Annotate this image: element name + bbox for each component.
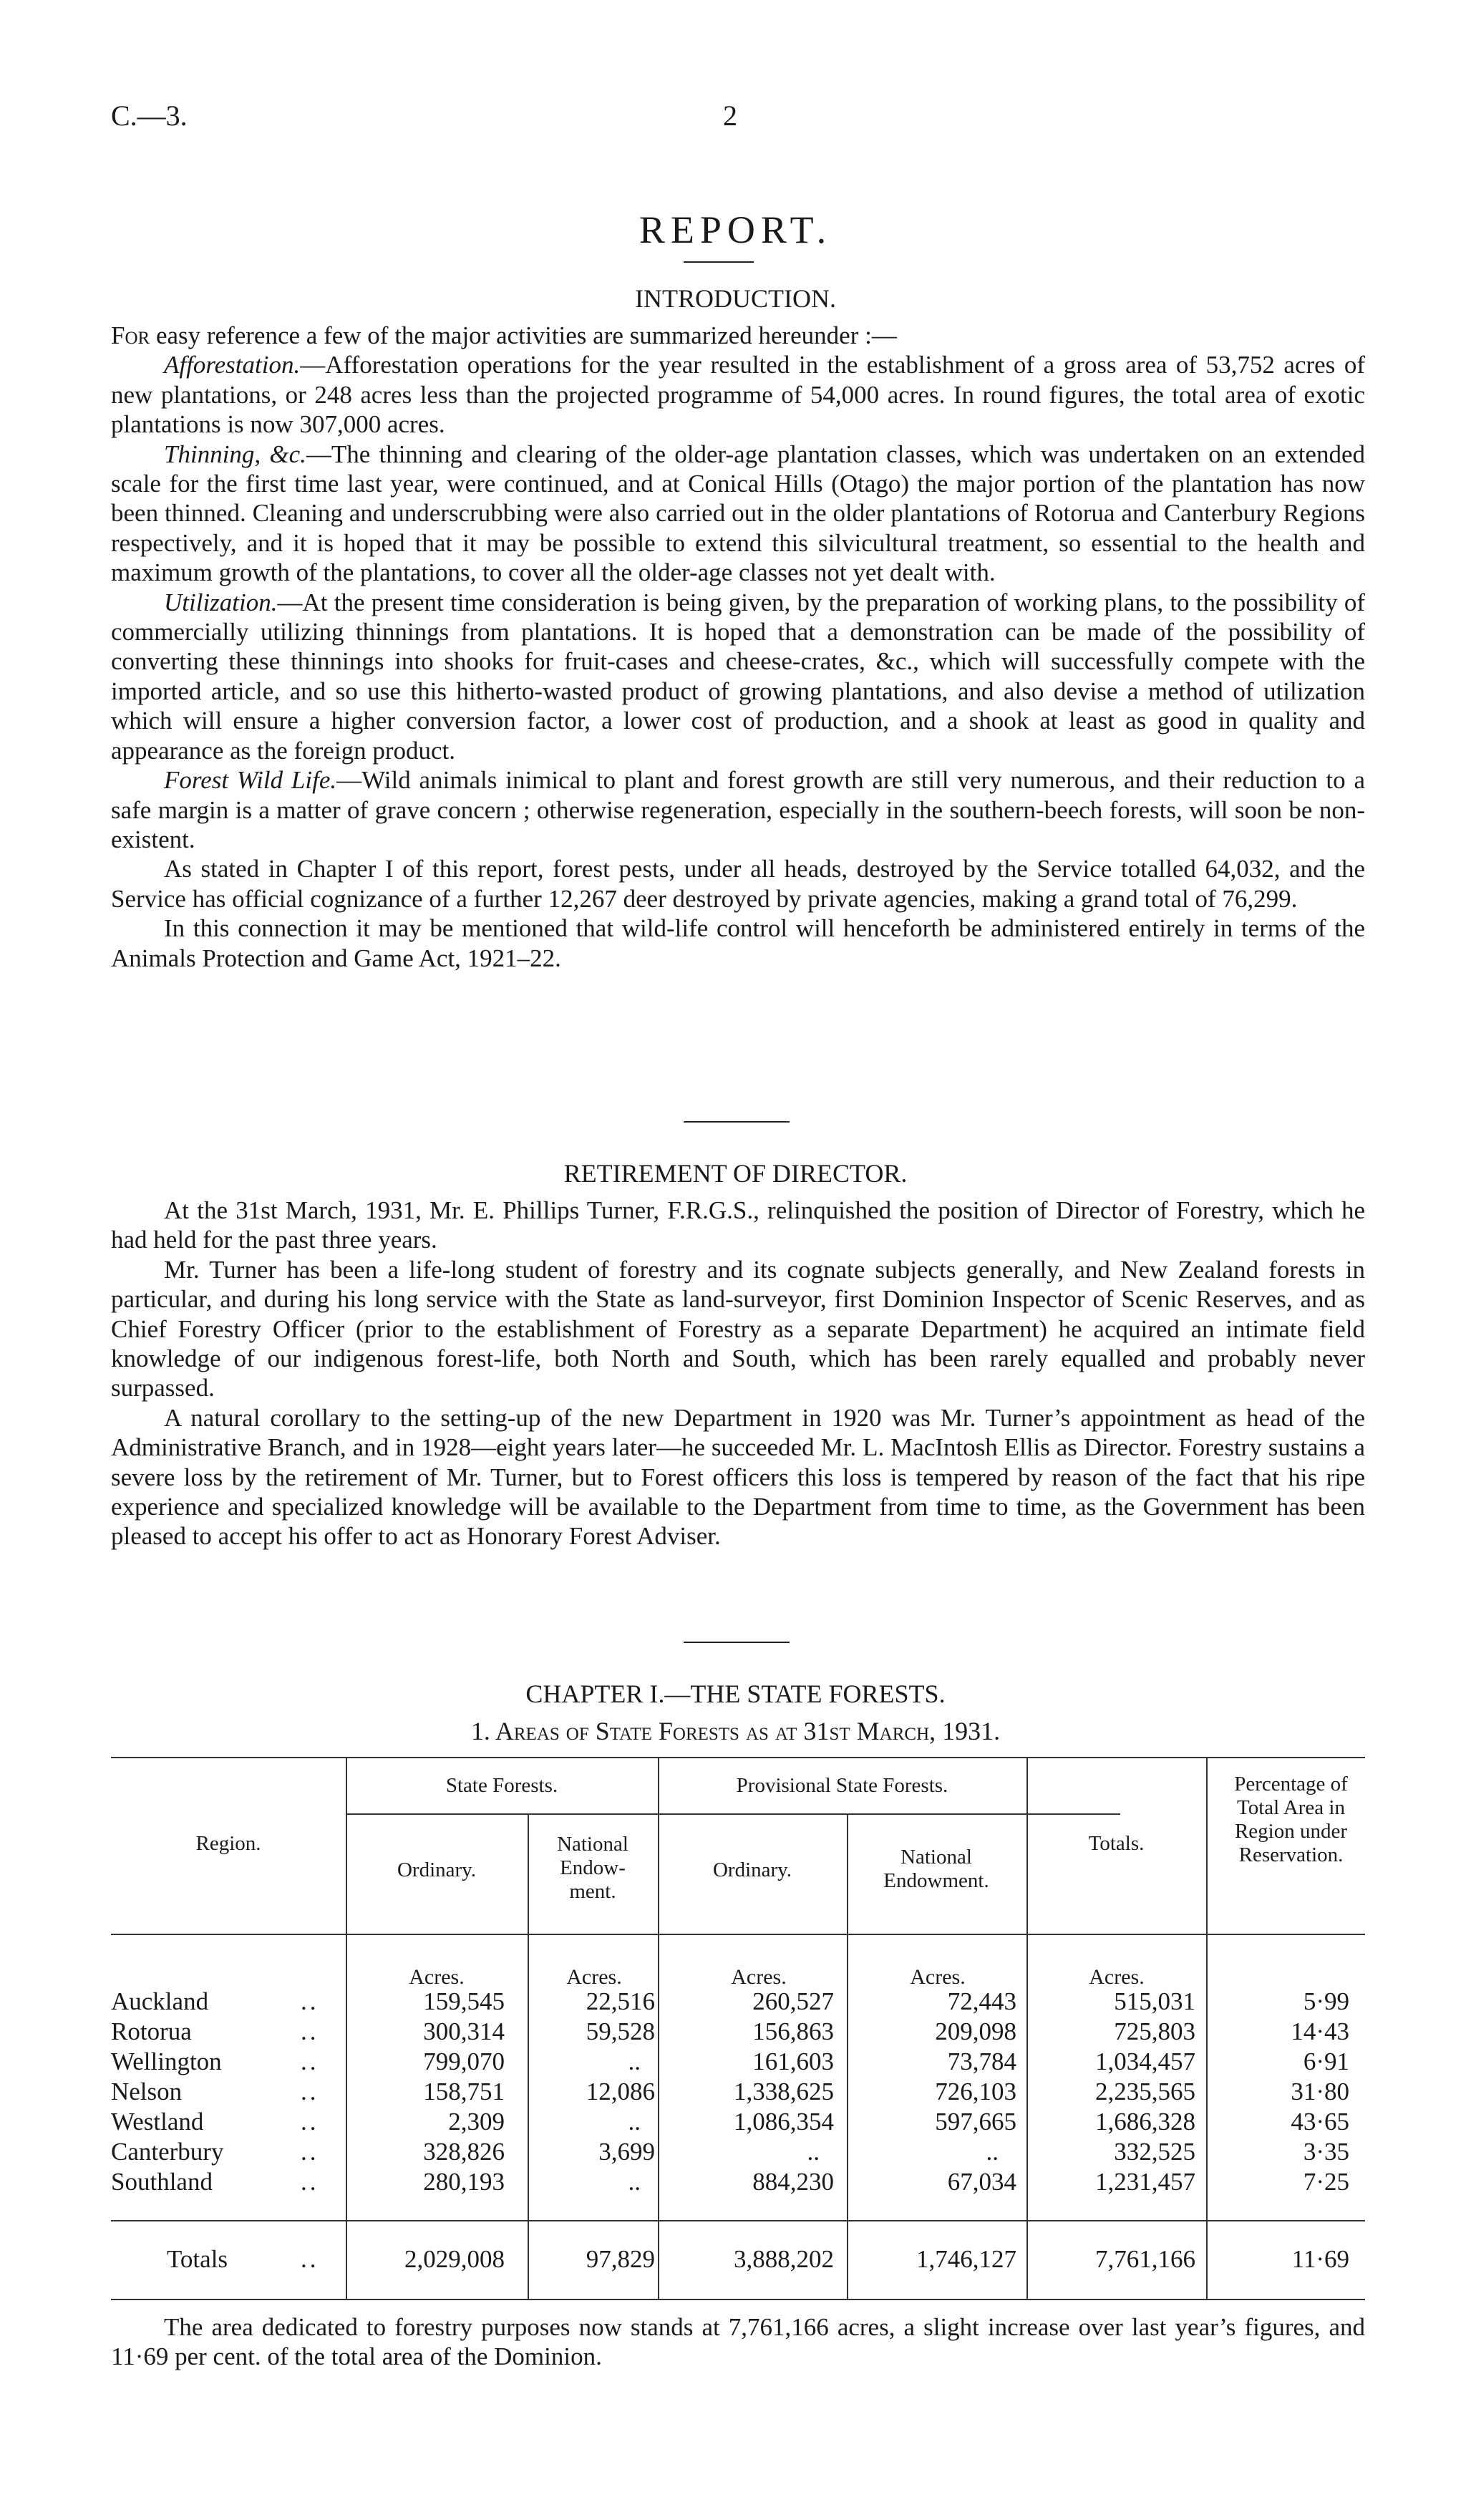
report-title: REPORT. bbox=[639, 208, 832, 251]
column-rule bbox=[658, 1757, 659, 2300]
state-forests-table: Region. State Forests. Provisional State Forests. Ordinary. National Endow- ment. Ordinary. National Endowment. Totals. Percentage of Total Area in Region under Reservation. Acres. Acres. Acres. Acres. Acres. Auckland .. 159,545 22,516 260,527 72,443 515,031 5·99 Rotorua .. 300,314 59,528 156,863 209,098 725,803 14·43 Wellington .. 799,070 .. 161,603 73,784 1,034,457 6·91 Nelson .. 158,751 12,086 1,338,625 726,103 2,235,565 31·80 Westland .. 2,309 .. 1,086,354 597,665 1,686,328 43·65 Canterbury .. 328,826 3,699 .. .. 332,525 3·35 Southland .. 280,193 .. 884,230 67,034 1,231,457 7·25 Totals .. 2,029,008 97,829 3,888,202 1,746,127 7,761,166 11·69 bbox=[111, 1757, 1365, 2301]
region-name: Rotorua bbox=[111, 2017, 192, 2045]
totals-label: Totals bbox=[167, 2245, 228, 2273]
section-divider bbox=[684, 1642, 790, 1643]
closing-paragraph: The area dedicated to forestry purposes now stands at 7,761,166 acres, a slight increase over last year’s figures, and 11·69 per cent. of the total area of the Dominion. bbox=[111, 2313, 1365, 2371]
wildlife-control-paragraph: In this connection it may be mentioned that wild-life control will henceforth be administered entirely in terms of the Animals Protection and Game Act, 1921–22. bbox=[111, 914, 1365, 972]
retirement-paragraph: At the 31st March, 1931, Mr. E. Phillips Turner, F.R.G.S., relinquished the position of Director of Forestry, which he had held for the past three years. bbox=[111, 1196, 1365, 1254]
leader-dots: .. bbox=[301, 2078, 319, 2105]
leader-dots: .. bbox=[301, 2168, 319, 2196]
column-rule bbox=[847, 1813, 848, 2300]
afforestation-paragraph: Afforestation.—Afforestation operations for the year resulted in the establishment of a gross area of 53,752 acres of new plantations, or 248 acres less than the projected programme of 54,000 acres. In round figures, the total area of exotic plantations is now 307,000 acres. bbox=[111, 351, 1365, 439]
column-rule bbox=[346, 1757, 347, 2300]
table-top-rule bbox=[111, 1757, 1365, 1758]
wildlife-paragraph: Forest Wild Life.—Wild animals inimical to plant and forest growth are still very numerous, and their reduction to a safe margin is a matter of grave concern ; otherwise regeneration, especially in the southern-beech forests, will soon be non-existent. bbox=[111, 766, 1365, 853]
section-divider bbox=[684, 1121, 790, 1123]
closing-text bbox=[111, 2312, 1365, 2372]
header-state-forests: State Forests. bbox=[445, 1774, 558, 1797]
leader-dots: .. bbox=[301, 2108, 319, 2136]
units-label: Acres. bbox=[731, 1965, 787, 1989]
header-pf-national-endowment: National Endowment. bbox=[883, 1846, 989, 1892]
retirement-paragraph: A natural corollary to the setting-up of the new Department in 1920 was Mr. Turner’s appointment as head of the Administrative Branch, and in 1928—eight years later—he succeeded Mr. L. MacIntosh Ellis as Director. Forestry sustains a severe loss by the retirement of Mr. Turner, but to Forest officers this loss is tempered by reason of the fact that his ripe experience and specialized knowledge will be available to the Department from time to time, as the Government has been pleased to accept his offer to act as Honorary Forest Adviser. bbox=[111, 1403, 1365, 1551]
header-bottom-rule bbox=[111, 1934, 1365, 1935]
header-region: Region. bbox=[195, 1832, 261, 1855]
utilization-paragraph: Utilization.—At the present time consideration is being given, by the preparation of working plans, to the possibility of commercially utilizing thinnings from plantations. It is hoped that a demonstration can be made of the possibility of converting these thinnings into shooks for fruit-cases and cheese-crates, &c., which will successfully compete with the imported article, and so use this hitherto-wasted product of growing plantations, and also devise a method of utilization which will ensure a higher conversion factor, a lower cost of production, and a shook at least as good in quality and appearance as the foreign product. bbox=[111, 588, 1365, 765]
units-label: Acres. bbox=[1089, 1965, 1145, 1989]
totals-top-rule bbox=[111, 2220, 1365, 2221]
table-bottom-rule bbox=[111, 2299, 1365, 2300]
region-name: Wellington bbox=[111, 2048, 222, 2075]
region-name: Westland bbox=[111, 2108, 204, 2136]
region-name: Auckland bbox=[111, 1987, 209, 2015]
header-sf-ordinary: Ordinary. bbox=[397, 1858, 477, 1881]
title-rule bbox=[684, 261, 754, 263]
lead-first-word: For bbox=[111, 321, 150, 349]
header-totals: Totals. bbox=[1088, 1832, 1145, 1855]
introduction-lead bbox=[111, 321, 1365, 350]
leader-dots: .. bbox=[301, 2245, 319, 2273]
introduction-heading: INTRODUCTION. bbox=[635, 284, 836, 313]
leader-dots: .. bbox=[301, 2138, 319, 2166]
introduction-body bbox=[111, 321, 1365, 973]
page-number: 2 bbox=[723, 100, 737, 132]
document-reference: C.—3. bbox=[111, 100, 188, 132]
units-label: Acres. bbox=[910, 1965, 966, 1989]
units-label: Acres. bbox=[409, 1965, 465, 1989]
chapter-heading: CHAPTER I.—THE STATE FORESTS. bbox=[525, 1680, 946, 1708]
units-label: Acres. bbox=[566, 1965, 622, 1989]
column-rule bbox=[1206, 1757, 1208, 2300]
thinning-paragraph: Thinning, &c.—The thinning and clearing of the older-age plantation classes, which was undertaken on an extended scale for the first time last year, were continued, and at Conical Hills (Otago) the major portion of the plantation has now been thinned. Cleaning and underscrubbing were also carried out in the older plantations of Rotorua and Canterbury Regions respectively, and it is hoped that it may be possible to extend this silvicultural treatment, so essential to the health and maximum growth of the plantations, to cover all the older-age classes not yet dealt with. bbox=[111, 440, 1365, 587]
leader-dots: .. bbox=[301, 2017, 319, 2045]
page-header bbox=[111, 99, 1364, 142]
region-name: Nelson bbox=[111, 2078, 183, 2105]
region-name: Southland bbox=[111, 2168, 213, 2196]
header-sf-national-endowment: National Endow- ment. bbox=[557, 1833, 628, 1903]
lead-rest: easy reference a few of the major activities are summarized hereunder :— bbox=[150, 321, 897, 349]
region-name: Canterbury bbox=[111, 2138, 224, 2166]
paragraph-label: Thinning, &c. bbox=[164, 440, 306, 468]
leader-dots: .. bbox=[301, 1987, 319, 2015]
paragraph-label: Afforestation. bbox=[164, 351, 301, 379]
table-title: 1. Areas of State Forests as at 31st March, 1931. bbox=[470, 1717, 1001, 1745]
header-group-rule bbox=[346, 1813, 1120, 1815]
paragraph-label: Forest Wild Life. bbox=[164, 766, 337, 795]
retirement-heading: RETIREMENT OF DIRECTOR. bbox=[563, 1159, 908, 1188]
header-pf-ordinary: Ordinary. bbox=[712, 1858, 792, 1881]
retirement-body bbox=[111, 1196, 1365, 1551]
header-percentage: Percentage of Total Area in Region under Reservation. bbox=[1234, 1773, 1348, 1866]
leader-dots: .. bbox=[301, 2048, 319, 2075]
pests-paragraph: As stated in Chapter I of this report, forest pests, under all heads, destroyed by the Service totalled 64,032, and the Service has official cognizance of a further 12,267 deer destroyed by private agencies, making a grand total of 76,299. bbox=[111, 855, 1365, 913]
retirement-paragraph: Mr. Turner has been a life-long student of forestry and its cognate subjects generally, and New Zealand forests in particular, and during his long service with the State as land-surveyor, first Dominion Inspector of Scenic Reserves, and as Chief Forestry Officer (prior to the establishment of Forestry as a separate Department) he acquired an intimate field knowledge of our indigenous forest-life, both North and South, which has been rarely equalled and probably never surpassed. bbox=[111, 1255, 1365, 1402]
paragraph-label: Utilization. bbox=[164, 588, 278, 616]
column-rule bbox=[528, 1813, 529, 2300]
header-provisional-state-forests: Provisional State Forests. bbox=[736, 1774, 948, 1797]
